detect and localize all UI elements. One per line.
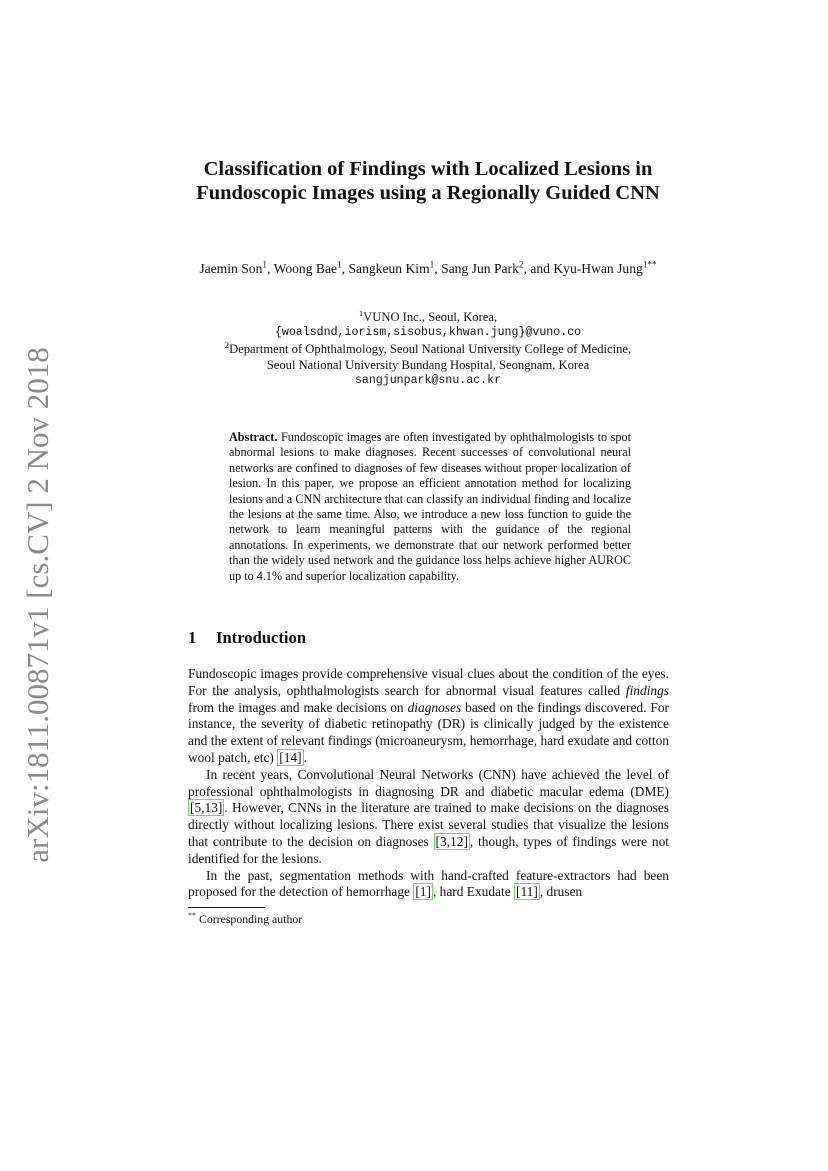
- footnote: [188, 912, 668, 927]
- emphasis-text: diagnoses: [407, 699, 462, 715]
- paragraph-text: .: [303, 749, 307, 765]
- section-number: 1: [188, 628, 197, 647]
- citation-link[interactable]: [11]: [516, 884, 538, 900]
- affiliation-2-location: Seoul National University Bundang Hospital, Seongnam, Korea: [266, 358, 590, 372]
- footnote-mark: **: [188, 911, 197, 921]
- author-separator: , and: [523, 261, 554, 276]
- paragraph: [188, 868, 669, 902]
- paragraph-text: In recent years, Convolutional Neural Networks (CNN) have achieved the level of professional ophthalmologists in diagnosing DR and diabetic macular edema (DME): [188, 766, 669, 799]
- author-affiliation-mark: 1: [337, 259, 342, 270]
- paragraph: [188, 666, 669, 767]
- author-affiliation-mark: 2: [518, 259, 524, 270]
- author-separator: ,: [434, 261, 442, 276]
- affiliation-mark: 2: [224, 339, 230, 350]
- author-affiliation-mark: 1: [262, 259, 268, 270]
- abstract-text: Fundoscopic images are often investigated by ophthalmologists to spot abnormal lesions to make diagnoses. Recent successes of convolutional neural networks are confined to diagnoses of few diseases without proper localization of lesion. In this paper, we propose an efficient annotation method for localizing lesions and a CNN architecture that can classify an individual finding and localize the lesions at the same time. Also, we introduce a new loss function to guide the network to learn meaningful patterns with the guidance of the regional annotations. In experiments, we demonstrate that our network performed better than the widely used network and the guidance loss helps achieve higher AUROC up to 4.1% and superior localization capability.: [229, 430, 631, 583]
- affiliations: [188, 309, 668, 389]
- paragraph-text: from the images and make decisions on: [188, 699, 408, 715]
- citation-link[interactable]: [3,12]: [435, 833, 468, 849]
- author-separator: ,: [267, 261, 274, 276]
- affiliation-1-email: {woalsdnd,iorism,sisobus,khwan.jung}@vuno.co: [274, 326, 582, 339]
- affiliation-2-text: Department of Ophthalmology, Seoul National University College of Medicine,: [229, 342, 632, 356]
- arxiv-sidebar-stamp: [16, 347, 60, 863]
- paragraph-text: . However, CNNs in the literature are trained to make decisions on the diagnoses directly without localizing lesions. There exist several studies that visualize the lesions that contribute to the decision on diagnoses: [188, 800, 669, 849]
- footnote-text: Corresponding author: [198, 912, 303, 926]
- paragraph-text: , drusen: [539, 884, 583, 900]
- author-name: Kyu-Hwan Jung: [553, 261, 643, 276]
- section-heading: [188, 628, 668, 648]
- paragraph: [188, 767, 669, 868]
- paragraph-text: based on the findings discovered. For instance, the severity of diabetic retinopathy (DR) is clinically judged by the existence and the extent of relevant findings (microaneurysm, hemorrhage, hard exudate and cotton wool patch, etc): [188, 699, 670, 765]
- section-title: Introduction: [216, 628, 307, 647]
- abstract-label: Abstract.: [229, 430, 278, 444]
- affiliation-2-email: sangjunpark@snu.ac.kr: [354, 374, 502, 387]
- author-name: Jaemin Son: [199, 261, 263, 276]
- author-name: Woong Bae: [273, 261, 338, 276]
- citation-link[interactable]: [1]: [415, 884, 431, 900]
- affiliation-1: [188, 309, 668, 325]
- paragraph-text: In the past, segmentation methods with hand-crafted feature-extractors had been proposed for the detection of hemorrhage: [188, 867, 669, 900]
- paragraph-text: , hard Exudate: [432, 884, 515, 900]
- citation-link[interactable]: [14]: [279, 749, 302, 765]
- citation-link[interactable]: [5,13]: [190, 800, 223, 816]
- body-text: [188, 666, 669, 901]
- author-affiliation-mark: 1: [429, 259, 435, 270]
- author-list: [188, 261, 668, 277]
- affiliation-1-text: VUNO Inc., Seoul, Korea,: [363, 310, 498, 324]
- paper-title: Classification of Findings with Localized Lesions in Fundoscopic Images using a Regionally Guided CNN: [196, 158, 660, 204]
- author-name: Sangkeun Kim: [348, 261, 430, 276]
- footnote-rule: [188, 907, 265, 908]
- arxiv-identifier: arXiv:1811.00871v1 [cs.CV] 2 Nov 2018: [20, 347, 55, 863]
- affiliation-2: [188, 341, 668, 357]
- abstract: [229, 430, 631, 584]
- author-separator: ,: [341, 261, 349, 276]
- author-affiliation-mark: 1**: [642, 259, 657, 270]
- paragraph-text: Fundoscopic images provide comprehensive visual clues about the condition of the eyes. For the analysis, ophthalmologists search for abnormal visual features called: [188, 666, 669, 698]
- affiliation-mark: 1: [358, 307, 364, 318]
- author-name: Sang Jun Park: [441, 261, 519, 276]
- emphasis-text: findings: [625, 682, 669, 698]
- paragraph-text: , though, types of findings were not identified for the lesions.: [188, 833, 670, 866]
